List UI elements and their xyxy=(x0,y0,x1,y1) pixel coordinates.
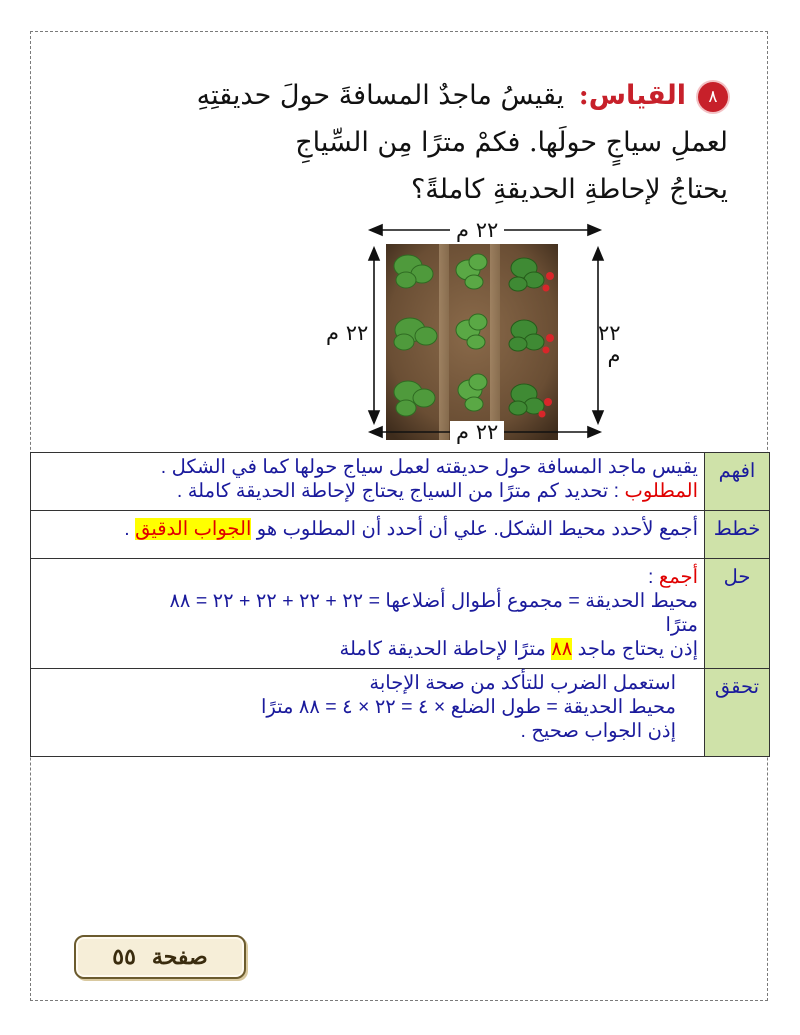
content-khatat xyxy=(31,511,705,559)
khatat-highlight: الجواب الدقيق xyxy=(135,518,252,540)
row-tahaqqaq xyxy=(31,669,770,757)
afham-line-2 xyxy=(37,479,698,503)
problem-line-1 xyxy=(128,72,728,119)
hal-heading-word: أجمع xyxy=(658,566,698,588)
bottom-dimension-label: ٢٢ م xyxy=(450,421,504,443)
tahaqqaq-line-1: استعمل الضرب للتأكد من صحة الإجابة xyxy=(369,672,676,694)
problem-number-badge: ٨ xyxy=(698,82,728,112)
tahaqqaq-line-2: محيط الحديقة = طول الضلع × ٤ = ٢٢ × ٤ = ٨٨ مترًا xyxy=(260,696,676,718)
hal-line-1: محيط الحديقة = مجموع أطوال أضلاعها = ٢٢ + ٢٢ + ٢٢ + ٢٢ = ٨٨ xyxy=(169,590,698,612)
left-dimension-label: ٢٢ م xyxy=(326,321,369,345)
tahaqqaq-line-3: إذن الجواب صحيح . xyxy=(520,720,676,742)
khatat-text: أجمع لأحدد محيط الشكل. علي أن أحدد أن المطلوب هو xyxy=(251,518,698,540)
problem-statement xyxy=(128,72,728,213)
row-afham xyxy=(31,453,770,511)
required-label: المطلوب xyxy=(624,480,698,502)
garden-figure xyxy=(326,218,621,444)
hal-line-2: مترًا xyxy=(665,614,698,636)
problem-line-3: يحتاجُ لإحاطةِ الحديقةِ كاملةً؟ xyxy=(410,174,728,205)
page-number-stamp xyxy=(74,935,246,979)
afham-line-1: يقيس ماجد المسافة حول حديقته لعمل سياج حولها كما في الشكل . xyxy=(160,456,698,478)
hal-line-3 xyxy=(37,637,698,661)
content-tahaqqaq xyxy=(31,669,705,757)
hal-heading-colon: : xyxy=(648,566,659,588)
hal-heading xyxy=(37,565,698,589)
row-hal xyxy=(31,559,770,669)
khatat-end: . xyxy=(124,518,136,540)
step-hal: حل xyxy=(705,559,770,669)
solution-table xyxy=(30,452,770,757)
hal-line-3a: إذن يحتاج ماجد xyxy=(572,638,698,660)
top-dimension-label: ٢٢ م xyxy=(450,219,504,241)
page-number: ٥٥ xyxy=(112,944,136,970)
problem-colon: : xyxy=(578,80,589,111)
hal-answer-highlight: ٨٨ xyxy=(551,638,573,660)
required-text: : تحديد كم مترًا من السياج يحتاج لإحاطة الحديقة كاملة . xyxy=(176,480,625,502)
step-tahaqqaq: تحقق xyxy=(705,669,770,757)
content-hal xyxy=(31,559,705,669)
step-khatat: خطط xyxy=(705,511,770,559)
step-afham: افهم xyxy=(705,453,770,511)
problem-text-1: يقيسُ ماجدٌ المسافةَ حولَ حديقتِهِ xyxy=(196,80,565,111)
problem-label: القياس xyxy=(588,80,686,111)
page-word: صفحة xyxy=(151,944,208,970)
content-afham xyxy=(31,453,705,511)
right-dimension-label: ٢٢ م xyxy=(598,321,621,367)
hal-line-3b: مترًا لإحاطة الحديقة كاملة xyxy=(339,638,552,660)
row-khatat xyxy=(31,511,770,559)
plant-row-1 xyxy=(394,255,437,416)
problem-line-2: لعملِ سياجٍ حولَها. فكمْ مترًا مِن السِّياجِ xyxy=(295,127,728,158)
